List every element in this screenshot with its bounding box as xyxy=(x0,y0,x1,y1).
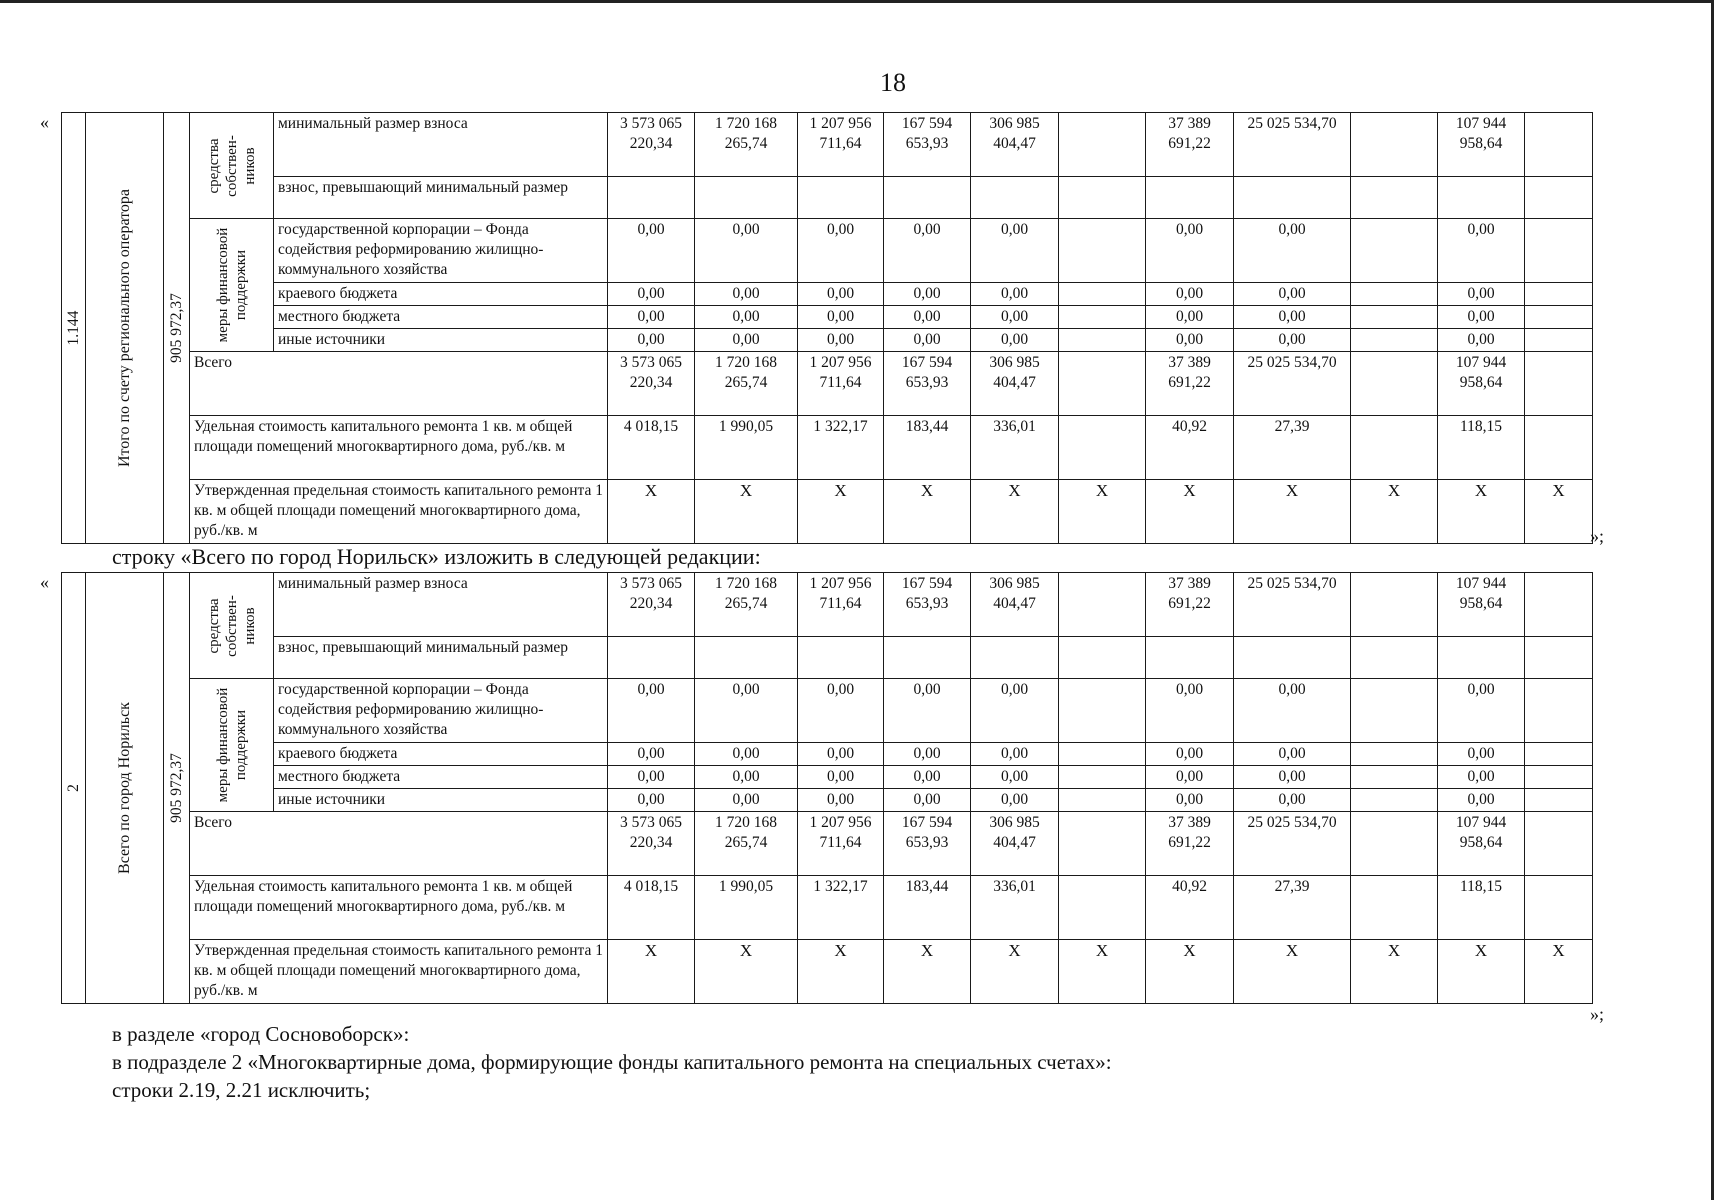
value-cell: 27,39 xyxy=(1234,416,1351,480)
table-row xyxy=(62,113,1593,177)
value-cell: 1 720 168 265,74 xyxy=(695,113,798,177)
table-row xyxy=(62,480,1593,544)
value-cell xyxy=(1059,876,1146,940)
value-cell xyxy=(695,637,798,679)
x-mark: Х xyxy=(1234,480,1351,544)
row-label-other: иные источники xyxy=(274,329,608,352)
value-cell xyxy=(1525,219,1593,283)
table-row xyxy=(62,283,1593,306)
row-label-min-fee: минимальный размер взноса xyxy=(274,113,608,177)
row-label-local: местного бюджета xyxy=(274,766,608,789)
value-cell xyxy=(1351,679,1438,743)
x-mark: Х xyxy=(884,940,971,1004)
area-cell xyxy=(164,573,190,1004)
value-cell xyxy=(1351,637,1438,679)
value-cell xyxy=(971,637,1059,679)
footer-line-3: строки 2.19, 2.21 исключить; xyxy=(112,1078,371,1102)
support-group-label: меры финансовой поддержки xyxy=(214,227,249,343)
x-mark: Х xyxy=(1351,480,1438,544)
x-mark: Х xyxy=(884,480,971,544)
value-cell: 0,00 xyxy=(608,329,695,352)
value-cell xyxy=(1351,812,1438,876)
value-cell: 3 573 065 220,34 xyxy=(608,113,695,177)
table-row xyxy=(62,329,1593,352)
value-cell: 0,00 xyxy=(971,679,1059,743)
value-cell: 0,00 xyxy=(695,743,798,766)
value-cell xyxy=(1525,352,1593,416)
x-mark: Х xyxy=(1234,940,1351,1004)
value-cell xyxy=(1525,637,1593,679)
row-number: 2 xyxy=(64,784,82,792)
value-cell xyxy=(1525,113,1593,177)
row-label-local: местного бюджета xyxy=(274,306,608,329)
table-row xyxy=(62,812,1593,876)
value-cell xyxy=(798,177,884,219)
value-cell: 25 025 534,70 xyxy=(1234,352,1351,416)
value-cell xyxy=(1059,219,1146,283)
value-cell: 0,00 xyxy=(884,766,971,789)
value-cell: 0,00 xyxy=(798,306,884,329)
close-quote: »; xyxy=(1590,526,1605,546)
x-mark: Х xyxy=(971,940,1059,1004)
value-cell xyxy=(1525,329,1593,352)
x-mark: Х xyxy=(1525,480,1593,544)
value-cell xyxy=(1351,876,1438,940)
owners-group-cell xyxy=(190,573,274,679)
x-mark: Х xyxy=(1525,940,1593,1004)
x-mark: Х xyxy=(1351,940,1438,1004)
value-cell xyxy=(1351,416,1438,480)
value-cell xyxy=(1059,177,1146,219)
row-label-min-fee: минимальный размер взноса xyxy=(274,573,608,637)
value-cell: 40,92 xyxy=(1146,416,1234,480)
value-cell: 0,00 xyxy=(1438,743,1525,766)
value-cell: 25 025 534,70 xyxy=(1234,573,1351,637)
value-cell xyxy=(1438,177,1525,219)
value-cell xyxy=(1525,573,1593,637)
footer-line-2: в подразделе 2 «Многоквартирные дома, формирующие фонды капитального ремонта на специальных счетах»: xyxy=(112,1050,1112,1074)
value-cell xyxy=(1525,416,1593,480)
value-cell: 3 573 065 220,34 xyxy=(608,352,695,416)
value-cell xyxy=(1351,113,1438,177)
value-cell: 107 944 958,64 xyxy=(1438,573,1525,637)
row-name: Всего по город Норильск xyxy=(115,702,133,874)
x-mark: Х xyxy=(1438,480,1525,544)
support-group-cell xyxy=(190,679,274,812)
value-cell xyxy=(1146,177,1234,219)
value-cell xyxy=(1059,306,1146,329)
row-label-other: иные источники xyxy=(274,789,608,812)
value-cell: 167 594 653,93 xyxy=(884,812,971,876)
row-label-unit-cost: Удельная стоимость капитального ремонта 1 кв. м общей площади помещений многоквартирного дома, руб./кв. м xyxy=(190,416,608,480)
x-mark: Х xyxy=(1146,940,1234,1004)
value-cell xyxy=(1351,283,1438,306)
support-group-label: меры финансовой поддержки xyxy=(214,687,249,803)
value-cell xyxy=(1351,177,1438,219)
value-cell xyxy=(1351,219,1438,283)
value-cell xyxy=(1525,283,1593,306)
owners-group-label: средства собствен- ников xyxy=(205,594,258,657)
value-cell: 0,00 xyxy=(1146,219,1234,283)
value-cell: 0,00 xyxy=(798,329,884,352)
value-cell: 0,00 xyxy=(1438,679,1525,743)
row-label-total: Всего xyxy=(190,812,608,876)
value-cell: 0,00 xyxy=(1438,306,1525,329)
table-row xyxy=(62,637,1593,679)
value-cell xyxy=(1059,352,1146,416)
x-mark: Х xyxy=(798,480,884,544)
value-cell: 0,00 xyxy=(884,743,971,766)
value-cell xyxy=(1059,416,1146,480)
value-cell xyxy=(1525,789,1593,812)
value-cell: 306 985 404,47 xyxy=(971,113,1059,177)
table-row xyxy=(62,766,1593,789)
row-name-cell xyxy=(86,573,164,1004)
value-cell xyxy=(1059,743,1146,766)
row-number: 1.144 xyxy=(64,310,82,346)
value-cell: 0,00 xyxy=(1234,766,1351,789)
table-row xyxy=(62,352,1593,416)
value-cell: 0,00 xyxy=(798,679,884,743)
x-mark: Х xyxy=(608,940,695,1004)
scan-border-top xyxy=(0,0,1714,3)
value-cell: 118,15 xyxy=(1438,416,1525,480)
value-cell: 1 207 956 711,64 xyxy=(798,352,884,416)
value-cell: 1 720 168 265,74 xyxy=(695,352,798,416)
row-label-max-cost: Утвержденная предельная стоимость капитального ремонта 1 кв. м общей площади помещений многоквартирного дома, руб./кв. м xyxy=(190,480,608,544)
value-cell: 0,00 xyxy=(608,766,695,789)
value-cell xyxy=(1525,306,1593,329)
owners-group-cell xyxy=(190,113,274,219)
value-cell xyxy=(1438,637,1525,679)
value-cell: 27,39 xyxy=(1234,876,1351,940)
value-cell xyxy=(798,637,884,679)
value-cell: 183,44 xyxy=(884,876,971,940)
x-mark: Х xyxy=(608,480,695,544)
value-cell xyxy=(1351,352,1438,416)
value-cell xyxy=(1525,812,1593,876)
value-cell: 0,00 xyxy=(695,306,798,329)
value-cell: 1 207 956 711,64 xyxy=(798,812,884,876)
x-mark: Х xyxy=(1146,480,1234,544)
value-cell: 3 573 065 220,34 xyxy=(608,812,695,876)
value-cell: 0,00 xyxy=(971,283,1059,306)
row-label-regional: краевого бюджета xyxy=(274,743,608,766)
value-cell: 107 944 958,64 xyxy=(1438,812,1525,876)
value-cell: 4 018,15 xyxy=(608,876,695,940)
value-cell: 1 990,05 xyxy=(695,876,798,940)
table-row xyxy=(62,177,1593,219)
table-row xyxy=(62,416,1593,480)
value-cell xyxy=(1351,329,1438,352)
value-cell: 306 985 404,47 xyxy=(971,573,1059,637)
value-cell: 336,01 xyxy=(971,876,1059,940)
value-cell: 0,00 xyxy=(1146,329,1234,352)
value-cell xyxy=(1351,573,1438,637)
value-cell xyxy=(1525,766,1593,789)
value-cell xyxy=(1059,679,1146,743)
value-cell: 0,00 xyxy=(1438,283,1525,306)
value-cell xyxy=(608,177,695,219)
value-cell xyxy=(971,177,1059,219)
value-cell: 0,00 xyxy=(798,283,884,306)
value-cell: 0,00 xyxy=(1234,283,1351,306)
x-mark: Х xyxy=(695,480,798,544)
open-quote: « xyxy=(40,572,49,592)
value-cell: 107 944 958,64 xyxy=(1438,352,1525,416)
value-cell: 1 207 956 711,64 xyxy=(798,573,884,637)
value-cell: 40,92 xyxy=(1146,876,1234,940)
value-cell: 3 573 065 220,34 xyxy=(608,573,695,637)
value-cell: 0,00 xyxy=(1146,283,1234,306)
x-mark: Х xyxy=(1438,940,1525,1004)
page-number: 18 xyxy=(880,68,906,97)
table-regional-operator xyxy=(61,112,1593,544)
value-cell: 118,15 xyxy=(1438,876,1525,940)
value-cell: 0,00 xyxy=(1234,219,1351,283)
row-label-over-fee: взнос, превышающий минимальный размер xyxy=(274,637,608,679)
value-cell: 0,00 xyxy=(1438,789,1525,812)
value-cell xyxy=(1525,743,1593,766)
x-mark: Х xyxy=(1059,940,1146,1004)
value-cell: 0,00 xyxy=(608,789,695,812)
value-cell: 167 594 653,93 xyxy=(884,113,971,177)
table-row xyxy=(62,573,1593,637)
value-cell: 4 018,15 xyxy=(608,416,695,480)
value-cell: 0,00 xyxy=(798,743,884,766)
value-cell: 37 389 691,22 xyxy=(1146,113,1234,177)
value-cell: 1 207 956 711,64 xyxy=(798,113,884,177)
x-mark: Х xyxy=(695,940,798,1004)
value-cell: 0,00 xyxy=(884,789,971,812)
value-cell: 1 720 168 265,74 xyxy=(695,573,798,637)
area-value: 905 972,37 xyxy=(167,293,185,363)
value-cell: 0,00 xyxy=(1146,679,1234,743)
value-cell xyxy=(1059,573,1146,637)
value-cell: 37 389 691,22 xyxy=(1146,352,1234,416)
value-cell: 0,00 xyxy=(1146,743,1234,766)
value-cell xyxy=(884,637,971,679)
value-cell xyxy=(695,177,798,219)
value-cell: 0,00 xyxy=(695,329,798,352)
amendment-instruction: строку «Всего по город Норильск» изложить в следующей редакции: xyxy=(112,544,761,569)
table-row xyxy=(62,743,1593,766)
value-cell: 0,00 xyxy=(695,283,798,306)
area-cell xyxy=(164,113,190,544)
value-cell: 25 025 534,70 xyxy=(1234,113,1351,177)
value-cell xyxy=(1234,177,1351,219)
value-cell xyxy=(1146,637,1234,679)
row-name: Итого по счету регионального оператора xyxy=(115,188,133,468)
value-cell: 0,00 xyxy=(695,789,798,812)
value-cell: 0,00 xyxy=(608,219,695,283)
value-cell: 0,00 xyxy=(1234,306,1351,329)
value-cell: 25 025 534,70 xyxy=(1234,812,1351,876)
value-cell xyxy=(1351,743,1438,766)
row-number-cell xyxy=(62,573,86,1004)
row-label-state-corp: государственной корпорации – Фонда содействия реформированию жилищно-коммунального хозяйства xyxy=(274,679,608,743)
row-label-over-fee: взнос, превышающий минимальный размер xyxy=(274,177,608,219)
value-cell: 1 322,17 xyxy=(798,876,884,940)
value-cell xyxy=(1059,812,1146,876)
value-cell: 183,44 xyxy=(884,416,971,480)
row-label-state-corp: государственной корпорации – Фонда содействия реформированию жилищно-коммунального хозяйства xyxy=(274,219,608,283)
x-mark: Х xyxy=(971,480,1059,544)
row-label-regional: краевого бюджета xyxy=(274,283,608,306)
value-cell xyxy=(1525,177,1593,219)
value-cell: 0,00 xyxy=(1438,219,1525,283)
value-cell: 0,00 xyxy=(695,219,798,283)
value-cell: 306 985 404,47 xyxy=(971,352,1059,416)
table-row xyxy=(62,306,1593,329)
value-cell: 0,00 xyxy=(884,329,971,352)
value-cell: 0,00 xyxy=(695,679,798,743)
value-cell: 0,00 xyxy=(798,789,884,812)
value-cell xyxy=(1059,637,1146,679)
footer-line-1: в разделе «город Сосновоборск»: xyxy=(112,1022,410,1046)
value-cell: 0,00 xyxy=(1234,679,1351,743)
value-cell xyxy=(1351,306,1438,329)
value-cell: 0,00 xyxy=(1234,789,1351,812)
value-cell: 0,00 xyxy=(971,743,1059,766)
value-cell xyxy=(1059,766,1146,789)
x-mark: Х xyxy=(798,940,884,1004)
value-cell: 0,00 xyxy=(884,306,971,329)
x-mark: Х xyxy=(1059,480,1146,544)
value-cell: 0,00 xyxy=(884,283,971,306)
value-cell xyxy=(1059,789,1146,812)
value-cell: 0,00 xyxy=(1438,329,1525,352)
value-cell: 0,00 xyxy=(971,219,1059,283)
row-label-unit-cost: Удельная стоимость капитального ремонта 1 кв. м общей площади помещений многоквартирного дома, руб./кв. м xyxy=(190,876,608,940)
table-row xyxy=(62,219,1593,283)
value-cell xyxy=(884,177,971,219)
value-cell: 167 594 653,93 xyxy=(884,573,971,637)
value-cell xyxy=(1525,679,1593,743)
value-cell: 0,00 xyxy=(884,219,971,283)
value-cell xyxy=(608,637,695,679)
table-norilsk-total xyxy=(61,572,1593,1004)
area-value: 905 972,37 xyxy=(167,753,185,823)
row-label-max-cost: Утвержденная предельная стоимость капитального ремонта 1 кв. м общей площади помещений многоквартирного дома, руб./кв. м xyxy=(190,940,608,1004)
row-label-total: Всего xyxy=(190,352,608,416)
value-cell: 0,00 xyxy=(608,679,695,743)
open-quote: « xyxy=(40,112,49,132)
value-cell: 0,00 xyxy=(1146,306,1234,329)
table-row xyxy=(62,876,1593,940)
value-cell: 0,00 xyxy=(798,766,884,789)
value-cell: 0,00 xyxy=(971,329,1059,352)
value-cell: 1 720 168 265,74 xyxy=(695,812,798,876)
value-cell: 336,01 xyxy=(971,416,1059,480)
value-cell: 0,00 xyxy=(1146,766,1234,789)
table-row xyxy=(62,789,1593,812)
value-cell: 1 990,05 xyxy=(695,416,798,480)
value-cell xyxy=(1525,876,1593,940)
value-cell: 0,00 xyxy=(971,789,1059,812)
value-cell xyxy=(1234,637,1351,679)
value-cell: 0,00 xyxy=(1438,766,1525,789)
value-cell: 1 322,17 xyxy=(798,416,884,480)
value-cell: 0,00 xyxy=(608,306,695,329)
value-cell: 107 944 958,64 xyxy=(1438,113,1525,177)
value-cell: 37 389 691,22 xyxy=(1146,573,1234,637)
support-group-cell xyxy=(190,219,274,352)
value-cell: 0,00 xyxy=(1234,743,1351,766)
value-cell xyxy=(1351,789,1438,812)
value-cell xyxy=(1351,766,1438,789)
value-cell: 306 985 404,47 xyxy=(971,812,1059,876)
value-cell: 0,00 xyxy=(884,679,971,743)
value-cell: 0,00 xyxy=(1146,789,1234,812)
value-cell: 0,00 xyxy=(608,743,695,766)
value-cell: 0,00 xyxy=(608,283,695,306)
value-cell: 37 389 691,22 xyxy=(1146,812,1234,876)
value-cell: 0,00 xyxy=(971,766,1059,789)
close-quote: »; xyxy=(1590,1004,1605,1024)
value-cell xyxy=(1059,113,1146,177)
value-cell: 0,00 xyxy=(1234,329,1351,352)
row-number-cell xyxy=(62,113,86,544)
value-cell: 0,00 xyxy=(971,306,1059,329)
value-cell: 0,00 xyxy=(695,766,798,789)
row-name-cell xyxy=(86,113,164,544)
value-cell xyxy=(1059,329,1146,352)
owners-group-label: средства собствен- ников xyxy=(205,134,258,197)
value-cell: 167 594 653,93 xyxy=(884,352,971,416)
value-cell xyxy=(1059,283,1146,306)
table-row xyxy=(62,679,1593,743)
table-row xyxy=(62,940,1593,1004)
value-cell: 0,00 xyxy=(798,219,884,283)
